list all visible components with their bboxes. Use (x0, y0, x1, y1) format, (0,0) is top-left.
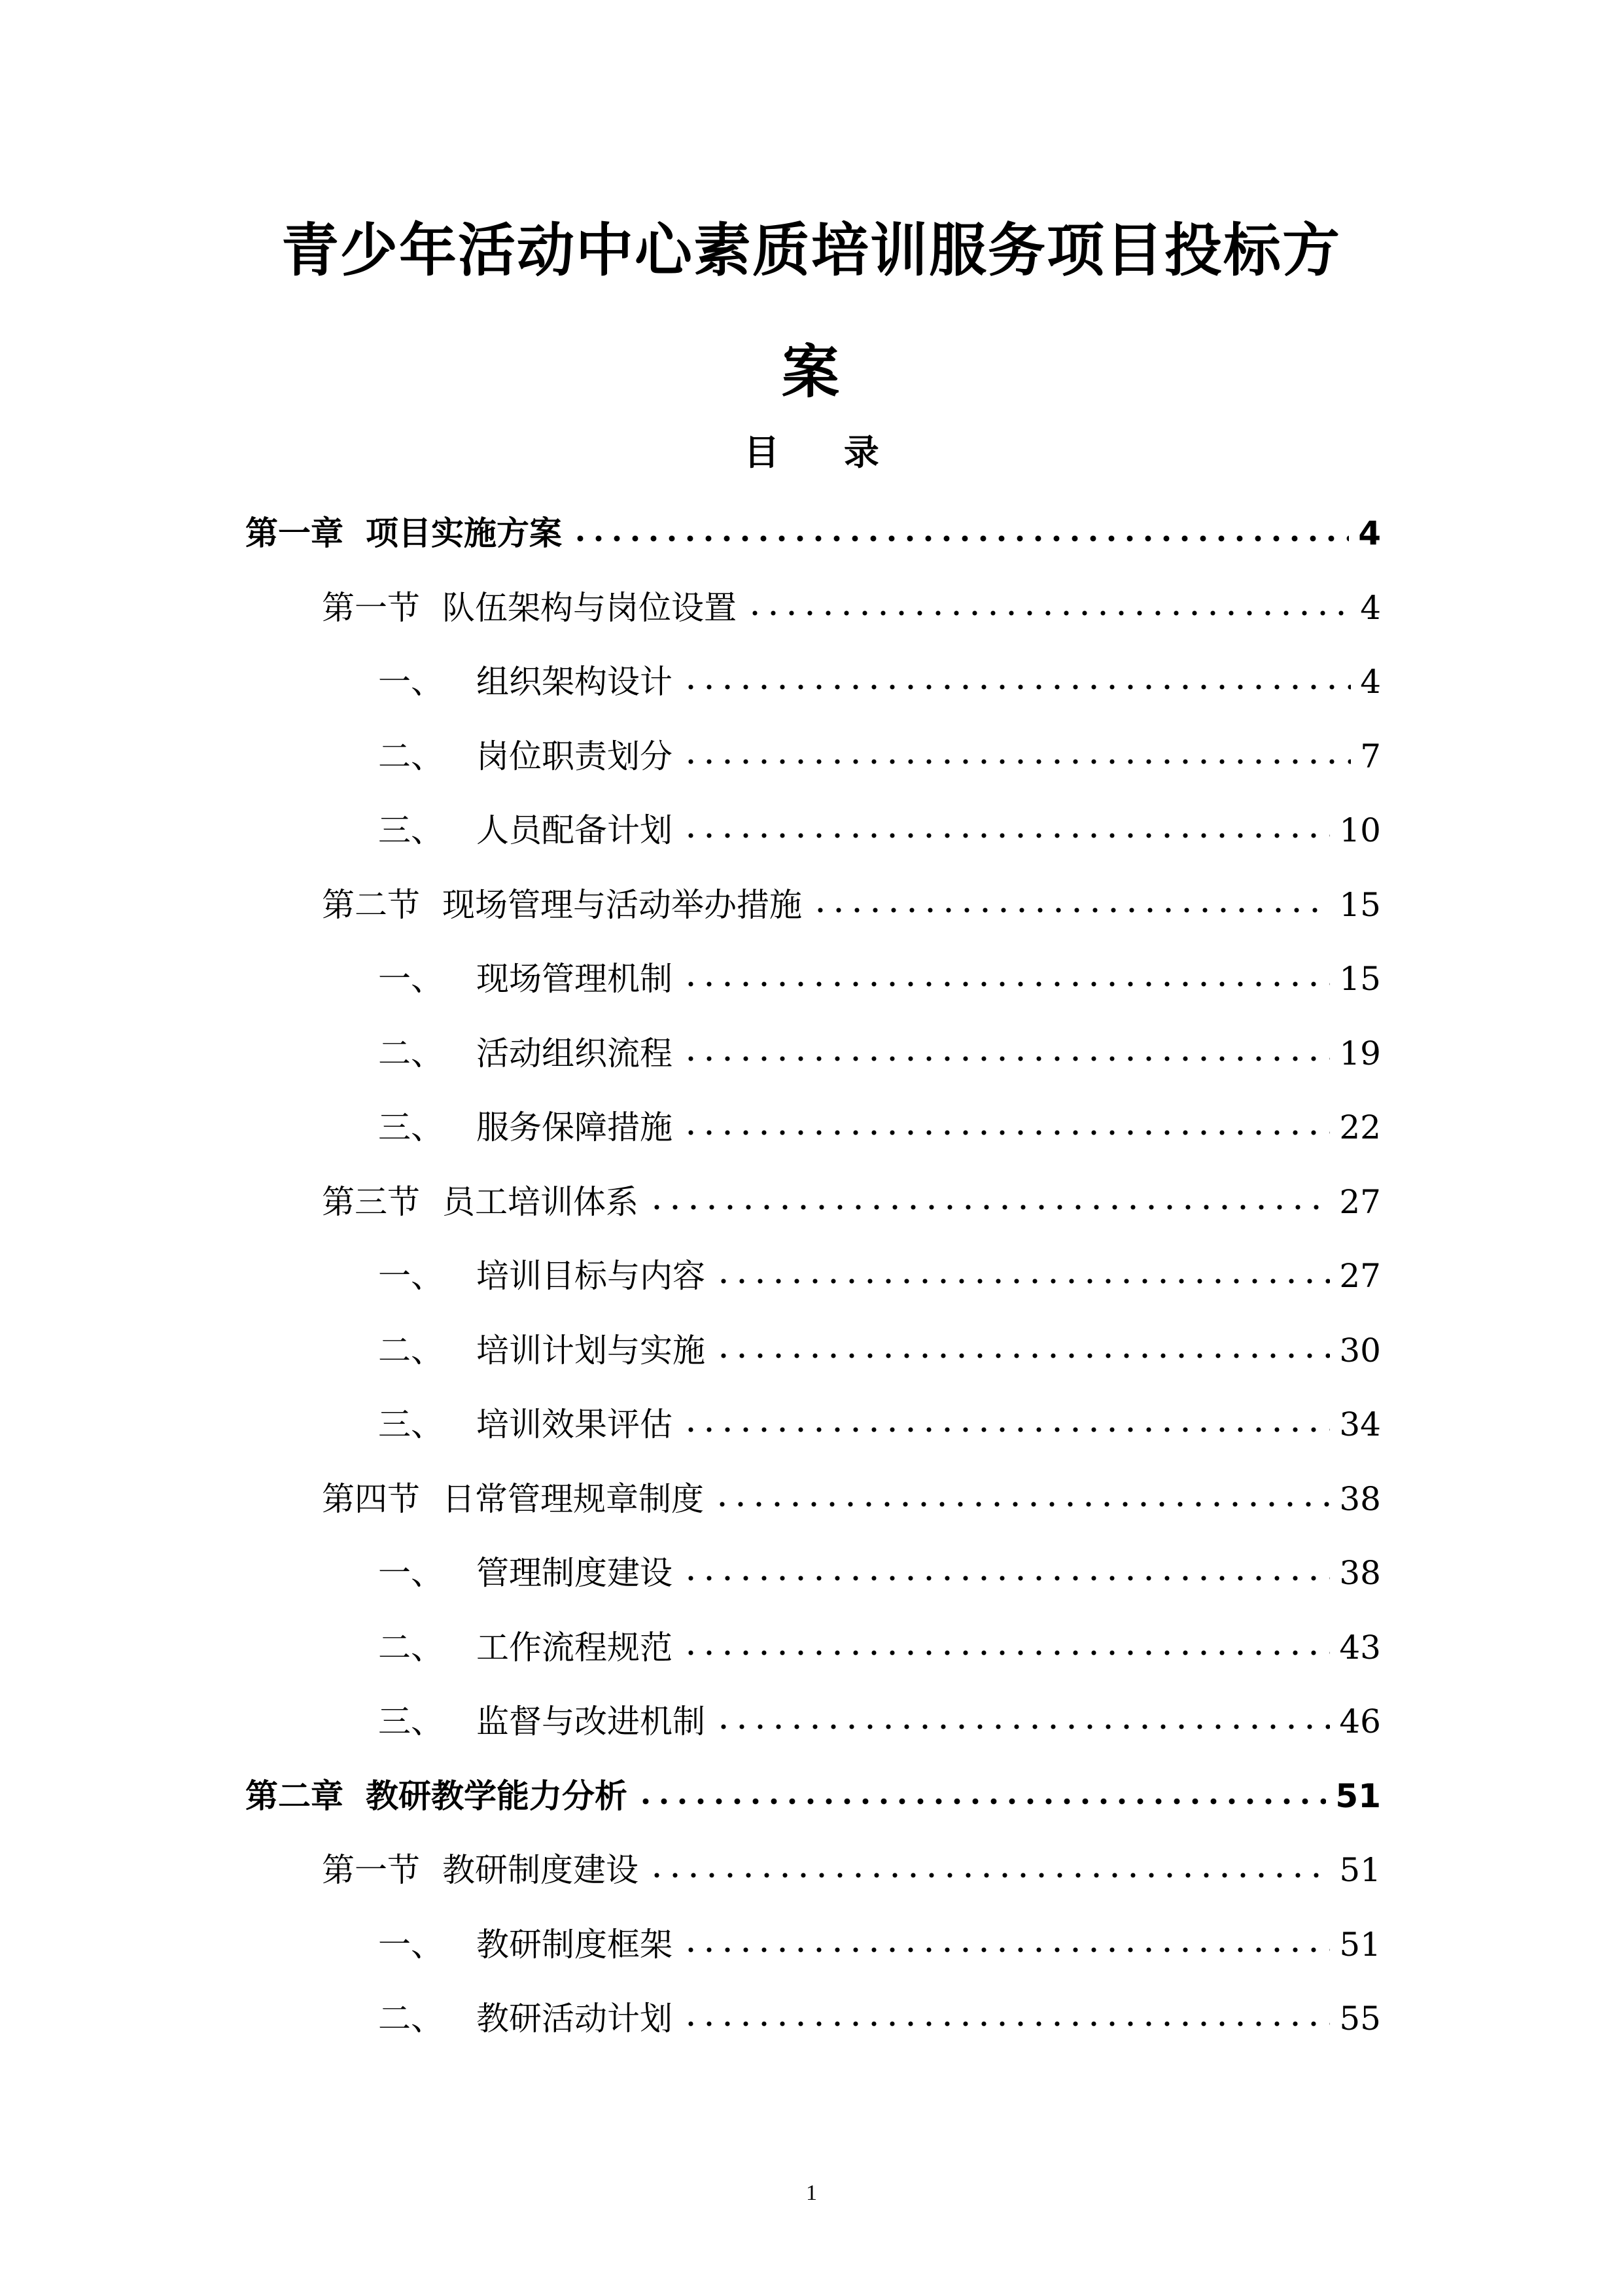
toc-entry[interactable] (378, 720, 1381, 779)
toc-entry-label: 教研制度框架 (476, 1925, 672, 1964)
toc-entry-number: 三、 (378, 1405, 444, 1443)
toc-entry-page: 34 (1339, 1405, 1381, 1443)
toc-entry-number: 三、 (378, 1108, 444, 1146)
toc-entry-page: 4 (1358, 514, 1381, 552)
toc-entry-number: 一、 (378, 1257, 444, 1295)
toc-entry[interactable] (322, 572, 1381, 631)
toc-dot-leader (648, 1197, 1330, 1217)
toc-entry-page: 46 (1339, 1703, 1381, 1740)
toc-entry-label: 现场管理机制 (476, 960, 672, 998)
toc-dot-leader (637, 1792, 1326, 1811)
toc-entry-page: 38 (1339, 1479, 1381, 1518)
document-title-line-2: 案 (781, 338, 841, 406)
toc-entry-page: 38 (1339, 1554, 1381, 1592)
toc-entry-page: 4 (1360, 588, 1381, 627)
toc-entry-label: 日常管理规章制度 (442, 1479, 704, 1518)
toc-entry[interactable] (378, 1983, 1381, 2041)
toc-entry-page: 43 (1339, 1628, 1381, 1667)
toc-entry-label: 培训计划与实施 (476, 1331, 705, 1369)
toc-dot-leader (811, 900, 1330, 920)
toc-entry[interactable] (378, 1686, 1381, 1744)
toc-entry[interactable] (378, 1612, 1381, 1670)
toc-entry[interactable] (378, 1537, 1381, 1596)
toc-dot-leader (682, 826, 1330, 845)
toc-entry-number: 二、 (378, 737, 444, 775)
toc-entry[interactable] (322, 869, 1381, 928)
toc-entry-page: 51 (1339, 1851, 1381, 1889)
toc-entry-number: 一、 (378, 663, 444, 701)
document-title (216, 190, 1406, 433)
toc-entry-label: 现场管理与活动举办措施 (442, 885, 802, 924)
toc-entry-label: 教研制度建设 (442, 1851, 638, 1889)
toc-entry[interactable] (378, 794, 1381, 853)
toc-entry[interactable] (378, 1017, 1381, 1076)
toc-entry-page: 30 (1339, 1331, 1381, 1369)
toc-entry-number: 第三节 (322, 1182, 420, 1221)
toc-dot-leader (571, 529, 1349, 548)
toc-entry-page: 27 (1339, 1257, 1381, 1295)
toc-entry-number: 二、 (378, 1034, 444, 1072)
toc-dot-leader (682, 974, 1330, 994)
toc-entry[interactable] (322, 1463, 1381, 1522)
toc-entry-label: 监督与改进机制 (476, 1703, 705, 1740)
toc-dot-leader (746, 603, 1351, 623)
toc-entry-number: 二、 (378, 1331, 444, 1369)
toc-entry-page: 55 (1339, 2000, 1381, 2038)
toc-entry-page: 7 (1360, 737, 1381, 775)
toc-entry-label: 员工培训体系 (442, 1182, 638, 1221)
toc-entry[interactable] (245, 1760, 1381, 1819)
toc-dot-leader (682, 2014, 1330, 2034)
toc-entry-page: 51 (1335, 1776, 1381, 1815)
document-title-line-1: 青少年活动中心素质培训服务项目投标方 (281, 217, 1341, 284)
toc-entry[interactable] (245, 497, 1381, 556)
toc-entry-page: 15 (1339, 960, 1381, 998)
toc-entry-number: 第二章 (245, 1776, 343, 1815)
toc-entry-number: 二、 (378, 1628, 444, 1667)
toc-dot-leader (648, 1865, 1330, 1885)
toc-entry-label: 活动组织流程 (476, 1034, 672, 1072)
toc-entry-number: 一、 (378, 1925, 444, 1964)
toc-entry-page: 15 (1339, 885, 1381, 924)
toc-entry-page: 22 (1339, 1108, 1381, 1146)
toc-entry-label: 项目实施方案 (366, 514, 562, 552)
toc-entry[interactable] (322, 1166, 1381, 1225)
toc-entry-page: 19 (1339, 1034, 1381, 1072)
toc-entry-label: 队伍架构与岗位设置 (442, 588, 737, 627)
toc-entry-label: 岗位职责划分 (476, 737, 672, 775)
toc-entry-number: 二、 (378, 2000, 444, 2038)
toc-entry-label: 组织架构设计 (476, 663, 672, 701)
toc-dot-leader (714, 1346, 1330, 1366)
toc-entry-number: 第二节 (322, 885, 420, 924)
toc-entry[interactable] (378, 1240, 1381, 1299)
toc-dot-leader (713, 1494, 1330, 1514)
toc-entry-number: 三、 (378, 811, 444, 849)
toc-entry-label: 教研教学能力分析 (366, 1776, 627, 1815)
toc-dot-leader (682, 1123, 1330, 1142)
toc-dot-leader (682, 677, 1351, 697)
toc-heading: 目 录 (744, 432, 905, 473)
toc-entry-page: 51 (1339, 1925, 1381, 1964)
toc-entry-number: 第一节 (322, 588, 420, 627)
toc-dot-leader (682, 1643, 1330, 1663)
toc-entry[interactable] (378, 1388, 1381, 1447)
toc-dot-leader (682, 1940, 1330, 1960)
toc-dot-leader (682, 1568, 1330, 1588)
toc-entry-number: 三、 (378, 1703, 444, 1740)
toc-entry-number: 第一章 (245, 514, 343, 552)
toc-entry-number: 一、 (378, 960, 444, 998)
toc-dot-leader (682, 752, 1351, 771)
toc-entry[interactable] (378, 646, 1381, 705)
toc-entry-number: 第一节 (322, 1851, 420, 1889)
toc-entry-label: 培训效果评估 (476, 1405, 672, 1443)
toc-entry-label: 工作流程规范 (476, 1628, 672, 1667)
toc-entry[interactable] (378, 1091, 1381, 1150)
toc-dot-leader (682, 1049, 1330, 1069)
toc-entry-label: 人员配备计划 (476, 811, 672, 849)
toc-entry-label: 培训目标与内容 (476, 1257, 705, 1295)
toc-entry-page: 27 (1339, 1182, 1381, 1221)
page-number: 1 (806, 2181, 817, 2205)
toc-entry-label: 教研活动计划 (476, 2000, 672, 2038)
toc-entry[interactable] (378, 1909, 1381, 1968)
toc-entry-page: 10 (1339, 811, 1381, 849)
toc-entry-label: 服务保障措施 (476, 1108, 672, 1146)
toc-dot-leader (714, 1271, 1330, 1291)
toc-entry-number: 第四节 (322, 1479, 420, 1518)
toc-entry[interactable] (378, 943, 1381, 1002)
toc-entry[interactable] (322, 1834, 1381, 1893)
toc-entry-label: 管理制度建设 (476, 1554, 672, 1592)
toc-entry[interactable] (378, 1315, 1381, 1373)
toc-dot-leader (682, 1420, 1330, 1439)
toc-dot-leader (714, 1717, 1330, 1737)
toc-entry-page: 4 (1360, 663, 1381, 701)
toc-entry-number: 一、 (378, 1554, 444, 1592)
